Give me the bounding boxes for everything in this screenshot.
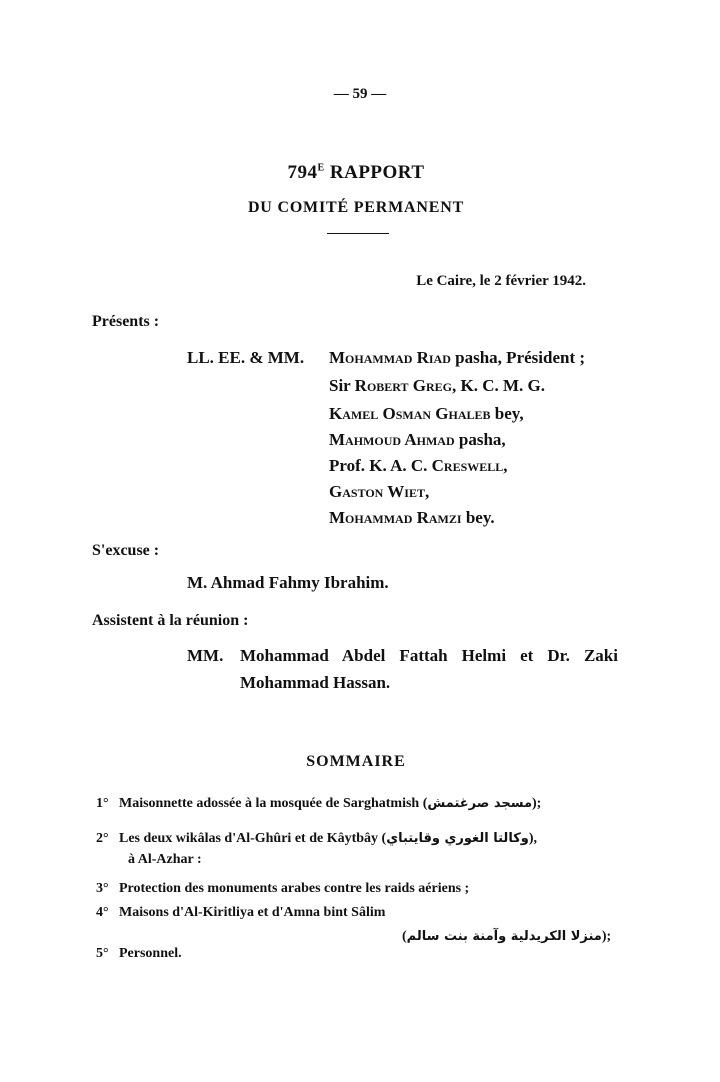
- member-name: Mahmoud Ahmad: [329, 430, 455, 449]
- member-name: Robert Greg: [354, 376, 453, 395]
- summary-item-arabic: منزلا الكريدلية وآمنة بنت سالم: [406, 929, 602, 944]
- member-entry: Mohammad Riad pasha, Président ;: [329, 348, 586, 367]
- report-subtitle: DU COMITÉ PERMANENT: [247, 199, 465, 216]
- summary-item-continuation: [402, 929, 611, 945]
- summary-item-end: ),: [528, 831, 538, 846]
- report-number-suffix: E: [317, 162, 325, 174]
- summary-item-arabic: مسجد صرغتمش: [427, 796, 532, 811]
- assist-label: Assistent à la réunion :: [92, 612, 249, 629]
- summary-item-number: 2°: [96, 831, 109, 846]
- member-name: Mohammad Ramzi: [329, 508, 462, 527]
- summary-item-number: 1°: [96, 796, 109, 811]
- summary-item: [119, 831, 537, 847]
- summary-item-text: Maisonnette adossée à la mosquée de Sarghatmish (: [119, 796, 428, 811]
- member-name: Gaston Wiet: [329, 482, 425, 501]
- summary-title: SOMMAIRE: [306, 753, 406, 770]
- page-number: — 59 —: [333, 86, 387, 102]
- presents-label: Présents :: [92, 313, 160, 330]
- member-entry: Sir Robert Greg, K. C. M. G.: [329, 376, 546, 395]
- title-divider: [327, 233, 389, 234]
- summary-item-continuation: à Al-Azhar :: [128, 852, 202, 867]
- summary-item-end: );: [601, 929, 612, 944]
- summary-item-number: 3°: [96, 881, 109, 896]
- members-prefix: LL. EE. & MM.: [187, 348, 305, 367]
- summary-item-arabic: وكالتا الغوري وقايتباي: [386, 831, 529, 846]
- date-line: Le Caire, le 2 février 1942.: [416, 273, 586, 289]
- member-name: Kamel Osman Ghaleb: [329, 404, 491, 423]
- member-entry: Gaston Wiet,: [329, 482, 430, 501]
- member-name: Mohammad Riad: [329, 348, 451, 367]
- member-entry: Kamel Osman Ghaleb bey,: [329, 404, 524, 423]
- summary-item-number: 4°: [96, 905, 109, 920]
- member-entry: Mahmoud Ahmad pasha,: [329, 430, 506, 449]
- report-title-text: RAPPORT: [324, 162, 425, 183]
- summary-item: [119, 796, 541, 812]
- member-entry: Prof. K. A. C. Creswell,: [329, 456, 508, 475]
- report-number: 794: [287, 162, 318, 183]
- assist-names-line-1: Mohammad Abdel Fattah Helmi et Dr. Zaki: [240, 646, 618, 665]
- excused-person: M. Ahmad Fahmy Ibrahim.: [187, 573, 389, 592]
- report-title: [0, 162, 712, 184]
- assist-names-line-2: Mohammad Hassan.: [240, 673, 391, 692]
- summary-item-end: );: [532, 796, 542, 811]
- assist-prefix: MM.: [187, 646, 224, 665]
- summary-item-text: Personnel.: [119, 946, 182, 961]
- summary-item-number: 5°: [96, 946, 109, 961]
- summary-item-text: Les deux wikâlas d'Al-Ghûri et de Kâytbây (: [119, 831, 387, 846]
- summary-item-text: Protection des monuments arabes contre les raids aériens ;: [119, 881, 470, 896]
- member-entry: Mohammad Ramzi bey.: [329, 508, 495, 527]
- excuse-label: S'excuse :: [92, 542, 160, 559]
- summary-item-text: Maisons d'Al-Kiritliya et d'Amna bint Sâlim: [119, 905, 386, 920]
- summary-item-open: (: [402, 929, 407, 944]
- member-name: Creswell: [431, 456, 504, 475]
